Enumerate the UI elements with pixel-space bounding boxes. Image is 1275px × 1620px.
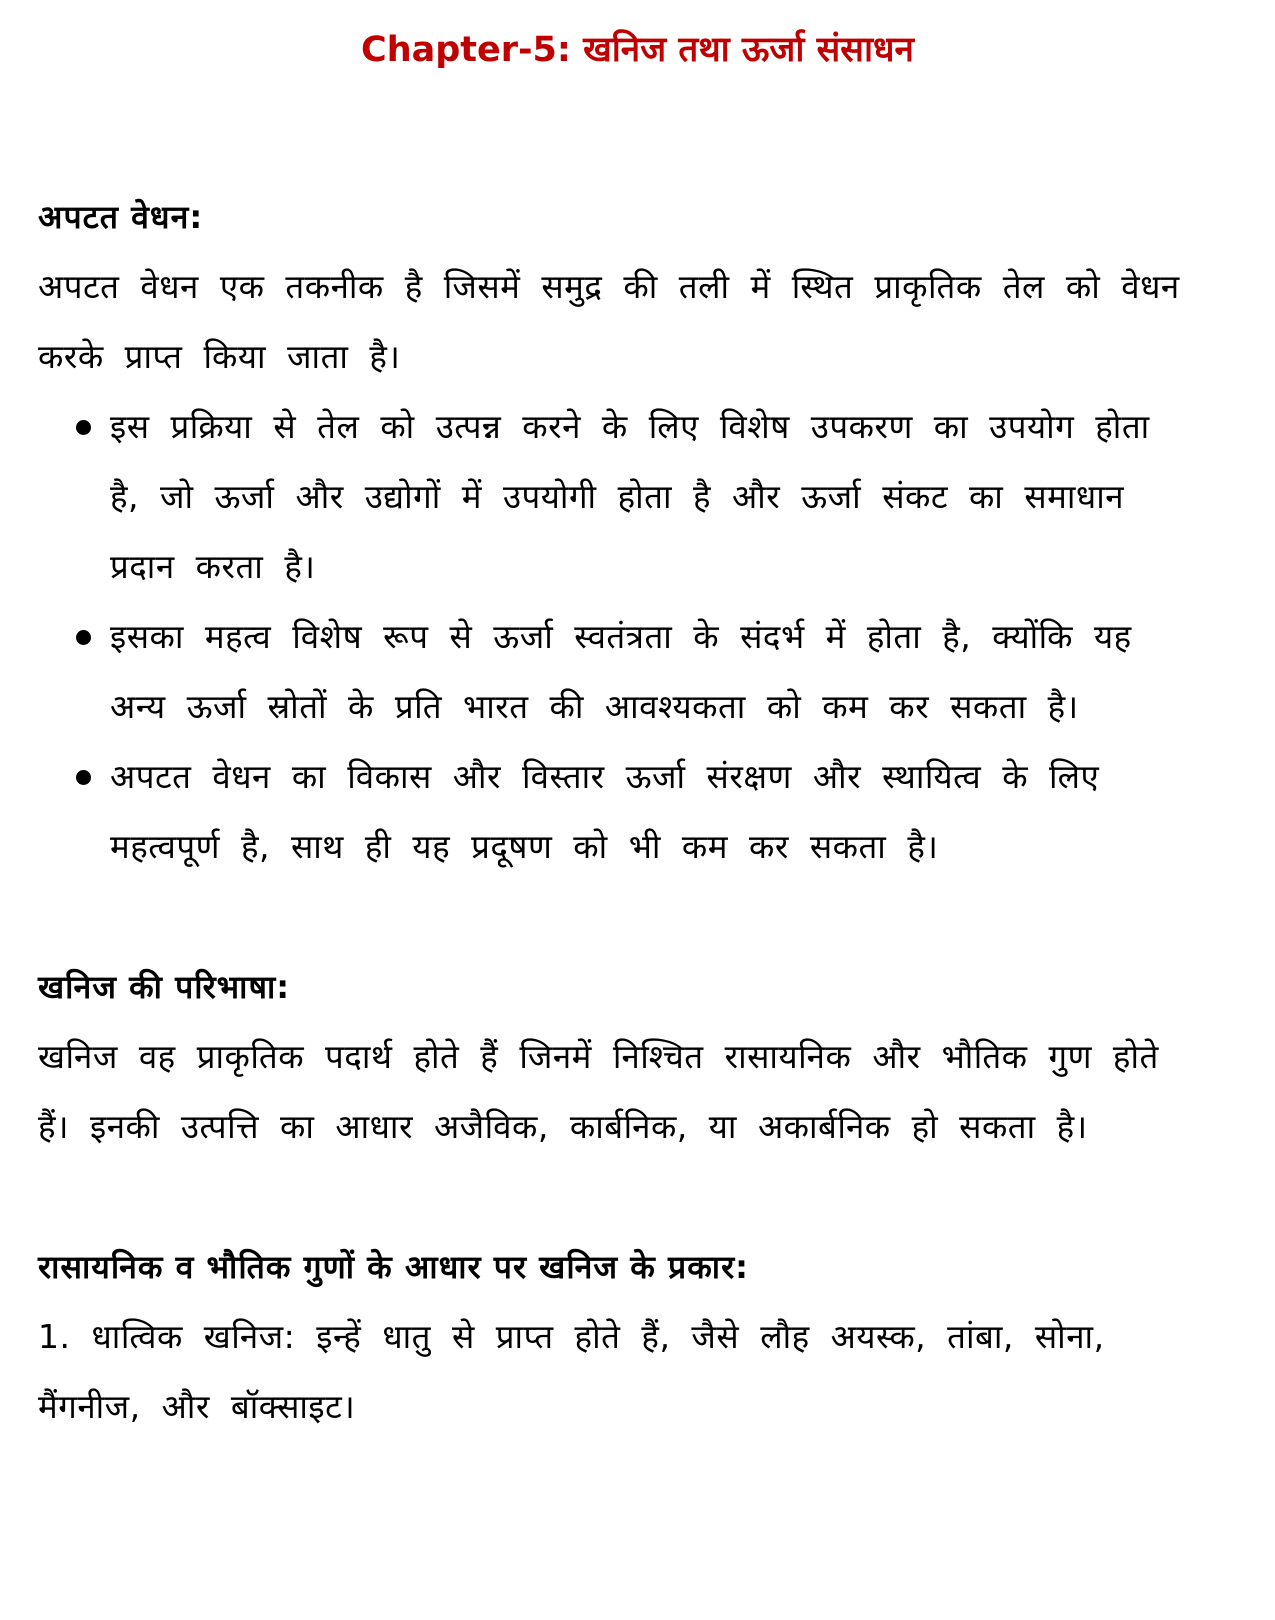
bullet-dot-icon bbox=[76, 770, 91, 785]
chapter-title: Chapter-5: खनिज तथा ऊर्जा संसाधन bbox=[361, 30, 914, 70]
section-heading: खनिज की परिभाषा: bbox=[38, 968, 291, 1006]
section-offshore-drilling bbox=[38, 182, 1185, 882]
bullet-dot-icon bbox=[76, 420, 91, 435]
bullet-text: इस प्रक्रिया से तेल को उत्पन्न करने के लिए विशेष उपकरण का उपयोग होता है, जो ऊर्जा और उद्योगों में उपयोगी होता है और ऊर्जा संकट का समाधान प्रदान करता है। bbox=[110, 407, 1150, 586]
section-heading: अपटत वेधन: bbox=[38, 198, 204, 236]
section-paragraph: खनिज वह प्राकृतिक पदार्थ होते हैं जिनमें निश्चित रासायनिक और भौतिक गुण होते हैं। इनकी उत्पत्ति का आधार अजैविक, कार्बनिक, या अकार्बनिक हो सकता है। bbox=[38, 1037, 1159, 1146]
bullet-text: अपटत वेधन का विकास और विस्तार ऊर्जा संरक्षण और स्थायित्व के लिए महत्वपूर्ण है, साथ ही यह प्रदूषण को भी कम कर सकता है। bbox=[110, 757, 1100, 866]
bullet-list bbox=[38, 392, 1185, 882]
bullet-item bbox=[110, 602, 1185, 742]
section-paragraph: अपटत वेधन एक तकनीक है जिसमें समुद्र की तली में स्थित प्राकृतिक तेल को वेधन करके प्राप्त किया जाता है। bbox=[38, 267, 1180, 376]
section-heading: रासायनिक व भौतिक गुणों के आधार पर खनिज के प्रकार: bbox=[38, 1248, 749, 1286]
section-mineral-types bbox=[38, 1232, 1185, 1442]
bullet-text: इसका महत्व विशेष रूप से ऊर्जा स्वतंत्रता के संदर्भ में होता है, क्योंकि यह अन्य ऊर्जा स्रोतों के प्रति भारत की आवश्यकता को कम कर सकता है। bbox=[110, 617, 1132, 726]
section-mineral-definition bbox=[38, 952, 1185, 1162]
bullet-dot-icon bbox=[76, 630, 91, 645]
bullet-item bbox=[110, 392, 1185, 602]
section-paragraph: 1. धात्विक खनिज: इन्हें धातु से प्राप्त होते हैं, जैसे लौह अयस्क, तांबा, सोना, मैंगनीज, और बॉक्साइट। bbox=[38, 1317, 1105, 1426]
bullet-item bbox=[110, 742, 1185, 882]
